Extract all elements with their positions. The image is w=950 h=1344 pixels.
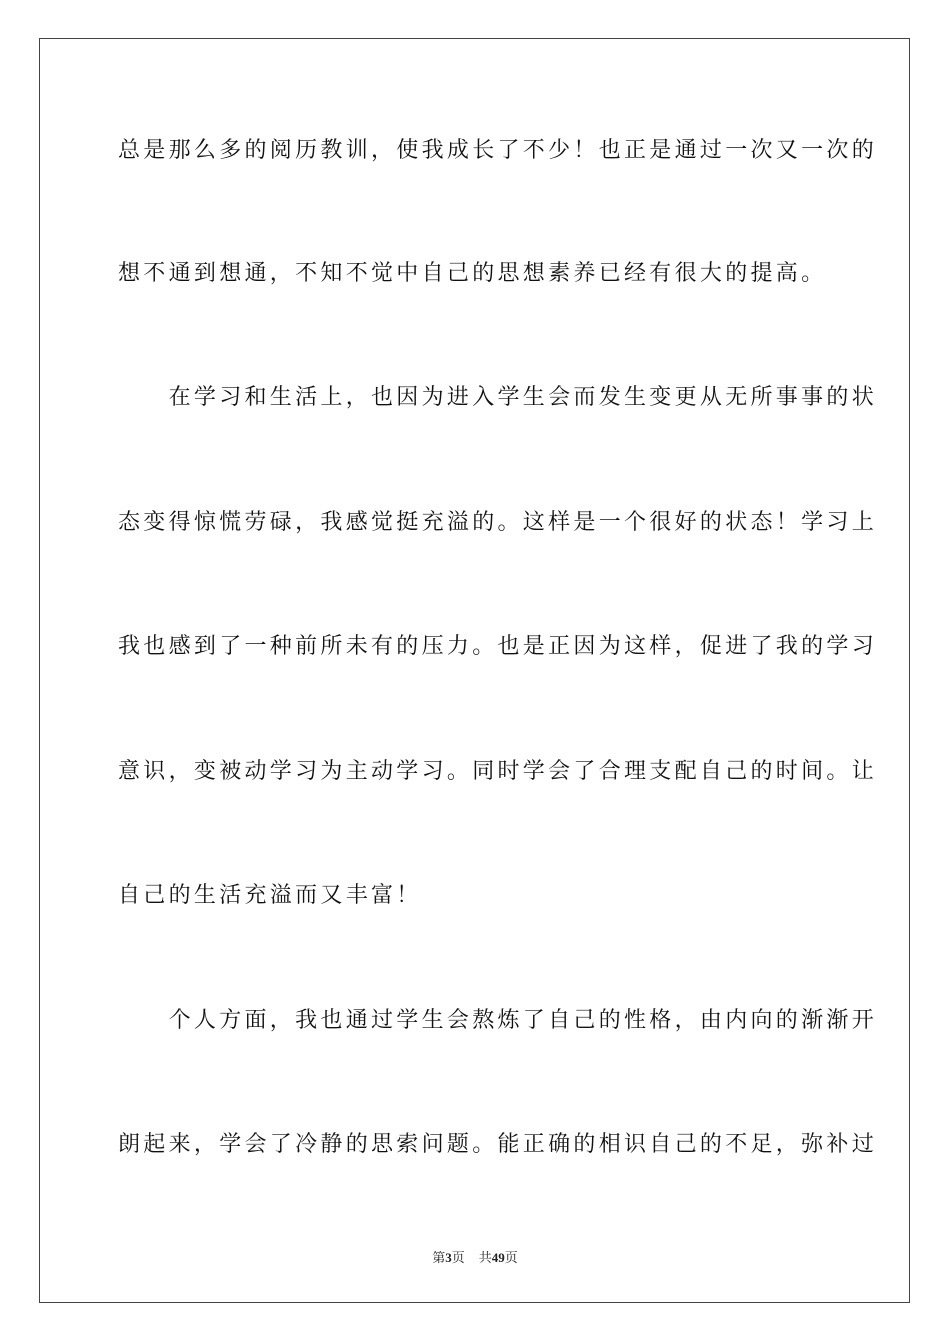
- text-line-2: 想不通到想通，不知不觉中自己的思想素养已经有很大的提高。: [118, 261, 827, 286]
- total-pages: 49: [491, 1250, 505, 1265]
- page-number: 3: [445, 1250, 452, 1265]
- text-line-4: 态变得惊慌劳碌，我感觉挺充溢的。这样是一个很好的状态！学习上: [118, 510, 878, 535]
- page-footer: [0, 1247, 950, 1266]
- page-border: [39, 38, 910, 1303]
- total-prefix: 共: [478, 1250, 492, 1265]
- text-line-8: 个人方面，我也通过学生会熬炼了自己的性格，由内向的渐渐开: [118, 1008, 878, 1033]
- text-line-1: 总是那么多的阅历教训，使我成长了不少！也正是通过一次又一次的: [118, 138, 878, 163]
- text-line-5: 我也感到了一种前所未有的压力。也是正因为这样，促进了我的学习: [118, 634, 878, 659]
- text-line-9: 朗起来，学会了冷静的思索问题。能正确的相识自己的不足，弥补过: [118, 1132, 878, 1157]
- text-line-3: 在学习和生活上，也因为进入学生会而发生变更从无所事事的状: [118, 385, 878, 410]
- text-line-7: 自己的生活充溢而又丰富！: [118, 883, 422, 908]
- page-prefix: 第: [432, 1250, 446, 1265]
- total-suffix: 页: [504, 1250, 518, 1265]
- text-line-6: 意识，变被动学习为主动学习。同时学会了合理支配自己的时间。让: [118, 759, 878, 784]
- page-suffix: 页: [451, 1250, 465, 1265]
